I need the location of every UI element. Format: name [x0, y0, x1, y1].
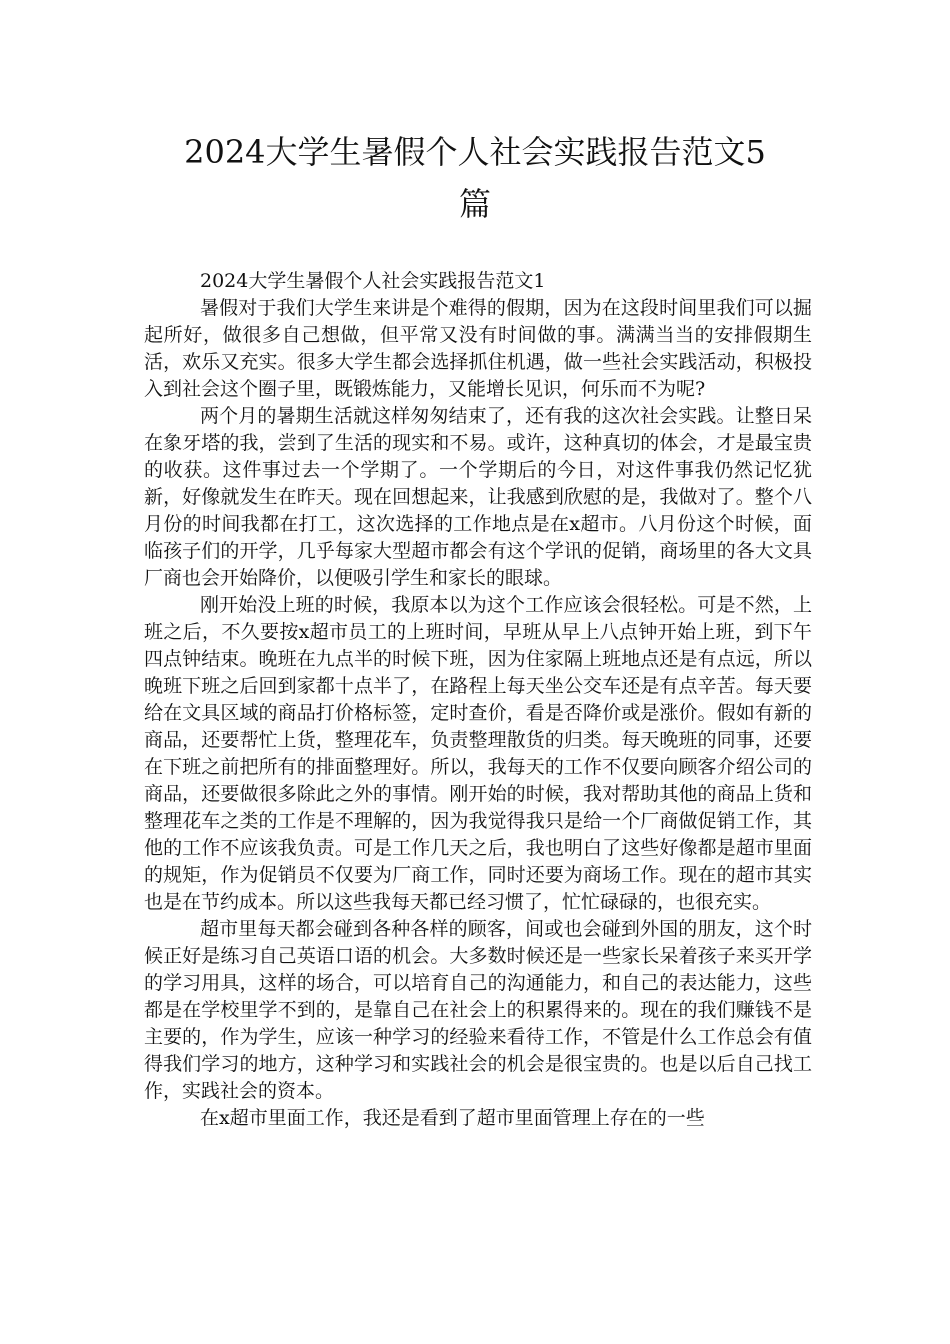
- paragraph: 超市里每天都会碰到各种各样的顾客，间或也会碰到外国的朋友，这个时候正好是练习自己英语口语的机会。大多数时候还是一些家长呆着孩子来买开学的学习用具，这样的场合，可以培育自己的沟通能力，和自己的表达能力，这些都是在学校里学不到的，是靠自己在社会上的积累得来的。现在的我们赚钱不是主要的，作为学生，应该一种学习的经验来看待工作，不管是什么工作总会有值得我们学习的地方，这种学习和实践社会的机会是很宝贵的。也是以后自己找工作，实践社会的资本。: [144, 918, 812, 1102]
- paragraph: 刚开始没上班的时候，我原本以为这个工作应该会很轻松。可是不然，上班之后，不久要按x超市员工的上班时间，早班从早上八点钟开始上班，到下午四点钟结束。晚班在九点半的时候下班，因为住家隔上班地点还是有点远，所以晚班下班之后回到家都十点半了，在路程上每天坐公交车还是有点辛苦。每天要给在文具区域的商品打价格标签，定时查价，看是否降价或是涨价。假如有新的商品，还要帮忙上货，整理花车，负责整理散货的归类。每天晚班的同事，还要在下班之前把所有的排面整理好。所以，我每天的工作不仅要向顾客介绍公司的商品，还要做很多除此之外的事情。刚开始的时候，我对帮助其他的商品上货和整理花车之类的工作是不理解的，因为我觉得我只是给一个厂商做促销工作，其他的工作不应该我负责。可是工作几天之后，我也明白了这些好像都是超市里面的规矩，作为促销员不仅要为厂商工作，同时还要为商场工作。现在的超市其实也是在节约成本。所以这些我每天都已经习惯了，忙忙碌碌的，也很充实。: [144, 594, 812, 913]
- document-title-line-2: 篇: [458, 185, 491, 223]
- paragraph: 两个月的暑期生活就这样匆匆结束了，还有我的这次社会实践。让整日呆在象牙塔的我，尝到了生活的现实和不易。或许，这种真切的体会，才是最宝贵的收获。这件事过去一个学期了。一个学期后的今日，对这件事我仍然记忆犹新，好像就发生在昨天。现在回想起来，让我感到欣慰的是，我做对了。整个八月份的时间我都在打工，这次选择的工作地点是在x超市。八月份这个时候，面临孩子们的开学，几乎每家大型超市都会有这个学讯的促销，商场里的各大文具厂商也会开始降价，以便吸引学生和家长的眼球。: [144, 405, 812, 589]
- paragraph: 暑假对于我们大学生来讲是个难得的假期，因为在这段时间里我们可以掘起所好，做很多自己想做，但平常又没有时间做的事。满满当当的安排假期生活，欢乐又充实。很多大学生都会选择抓住机遇，做一些社会实践活动，积极投入到社会这个圈子里，既锻炼能力，又能增长见识，何乐而不为呢?: [144, 297, 812, 400]
- section-heading: 2024大学生暑假个人社会实践报告范文1: [200, 270, 546, 292]
- document-title: [140, 126, 810, 230]
- paragraph: 在x超市里面工作，我还是看到了超市里面管理上存在的一些: [200, 1107, 705, 1129]
- document-title-line-1: 2024大学生暑假个人社会实践报告范文5: [184, 133, 766, 171]
- document-body: [144, 268, 812, 1132]
